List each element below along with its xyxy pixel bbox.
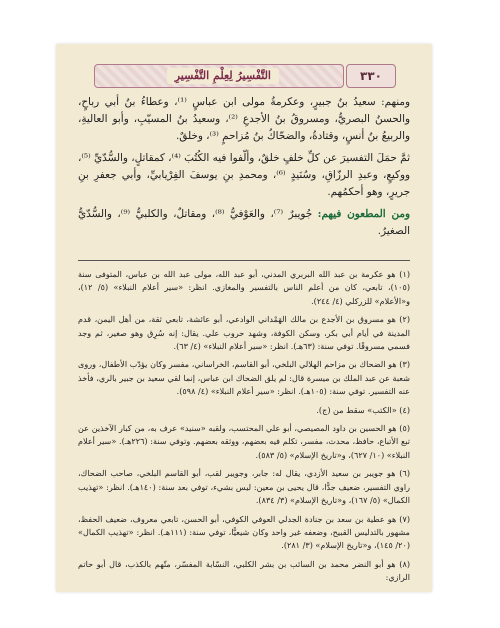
book-title: التَّفْسِيرُ لِعِلْمِ التَّفْسِيرِ (167, 68, 279, 84)
footnote-2: (٢) هو مسروق بن الأجدع بن مالك الهَمْداني الوادعي، أبو عائشة، تابعي ثقة، من أهل اليمن، قدم المدينة في أيام أبي بكر، وسكن الكوفة، وشهد حروب علي. يقال: إنه سُرِق وهو صغير، ثم وجد فسمي مسروقًا. توفي سنة: (٦٣هـ). انظر: «سير أعلام النبلاء» (٤/ ٦٣). (78, 314, 410, 352)
criticized-narrators-list: جُويبرٌ ⁽⁷⁾، والعَوْفيُّ ⁽⁸⁾، ومقاتلٌ، والكلبيُّ ⁽⁹⁾، والسُّدّيُّ الصغيرُ. (78, 208, 410, 237)
footnote-6: (٦) هو جويبر بن سعيد الأزدي، يقال له: جابر، وجويبر لقب، أبو القاسم البلخي، صاحب الضحاك، راوي التفسير، ضعيف جدًّا، قال يحيى بن معين: ليس بشيء، توفي بعد سنة: (١٤٠هـ). انظر: «تهذيب الكمال» (٥/ ١٦٧)، و«تاريخ الإسلام» (٣/ ٨٣٤). (78, 468, 411, 506)
main-paragraph-2: ثمَّ حمَلَ التفسيرَ عن كلِّ خلفٍ خلقٌ، وألّفوا فيه الكُتُبَ ⁽⁴⁾، كمقاتلٍ، والسُّدّيِّ ⁽⁵⁾، ووكيعٍ، وعبدِ الرزّاقِ، وسُنَيدٍ ⁽⁶⁾، ومحمدِ بنِ يوسفَ الفِرْيابيِّ، وأبي جعفرِ بنِ جريرٍ، وهو أحكمُهم. (78, 152, 410, 198)
footnote-4: (٤) «الكتب» سقط من (ج). (316, 404, 410, 415)
page-number: ٣٣٠ (346, 64, 396, 88)
main-text (78, 94, 410, 245)
footnote-7: (٧) هو عطية بن سعد بن جنادة الجدلي العوفي الكوفي، أبو الحسن، تابعي معروف، ضعيف الحفظ، مشهور بالتدليس القبيح، وضعفه غير واحد وكان شيعيًّا، توفي سنة: (١١١هـ). انظر: «تهذيب الكمال» (٢٠/ ١٤٥)، و«تاريخ الإسلام» (٣/ ٢٨١). (78, 513, 410, 551)
criticized-narrators-label: ومن المطعون فيهم: (317, 208, 410, 220)
footnote-8: (٨) هو أبو النضر محمد بن السائب بن بشر الكلبي، النسّابة المفسّر، متّهم بالكذب، قال أبو حاتم الرازي: (78, 558, 410, 583)
footnotes (78, 268, 410, 590)
page-header (96, 64, 396, 86)
main-paragraph-3 (78, 206, 410, 240)
footnote-5: (٥) هو الحسين بن داود المصيصي، أبو علي المحتسب، ولقبه «سنيد» عرف به، من كبار الآخذين عن تبع الأتباع، حافظ، محدث، مفسر، تكلم فيه بعضهم، ووثقه بعضهم. وتوفي سنة: (٢٢٦هـ). «سير أعلام النبلاء» (١٠/ ٦٢٧)، و«تاريخ الإسلام» (٥/ ٥٨٣). (78, 423, 411, 460)
book-page (56, 44, 432, 592)
footnote-1: (١) هو عكرمة بن عبد الله البربري المدني، أبو عبد الله، مولى عبد الله بن عباس، المتوفى سنة (١٠٥)، تابعي، كان من أعلم الناس بالتفسير والمغازي. انظر: «سير أعلام النبلاء» (٥/ ١٢)، و«الأعلام» للزركلي (٤/ ٢٤٤). (78, 269, 410, 306)
title-banner (94, 64, 344, 88)
main-paragraph-1: ومنهم: سعيدُ بنُ جبيرٍ، وعكرمةُ مولى ابن عباسٍ ⁽¹⁾، وعطاءُ بنُ أبي رباحٍ، والحسنُ البصريُّ، ومسروقُ بنُ الأجدعِ ⁽²⁾، وسعيدُ بنُ المسيّبِ، وأبو العاليةِ، والربيعُ بنُ أنسٍ، وقتادةُ، والضحّاكُ بنُ مُزاحمٍ ⁽³⁾، وخلقٌ. (78, 96, 411, 142)
footnote-divider (78, 260, 410, 261)
footnote-3: (٣) هو الضحاك بن مزاحم الهلالي البلخي، أبو القاسم، الخراساني، مفسر وكان يؤدّب الأطفال، وروى شعبة عن عبد الملك بن ميسرة قال: لم يلق الضحاك ابن عباس، إنما لقي سعيد بن جبير بالري، فأخذ عنه التفسير. توفي سنة: (١٠٥هـ). انظر: «سير أعلام النبلاء» (٤/ ٥٩٨). (78, 359, 410, 397)
